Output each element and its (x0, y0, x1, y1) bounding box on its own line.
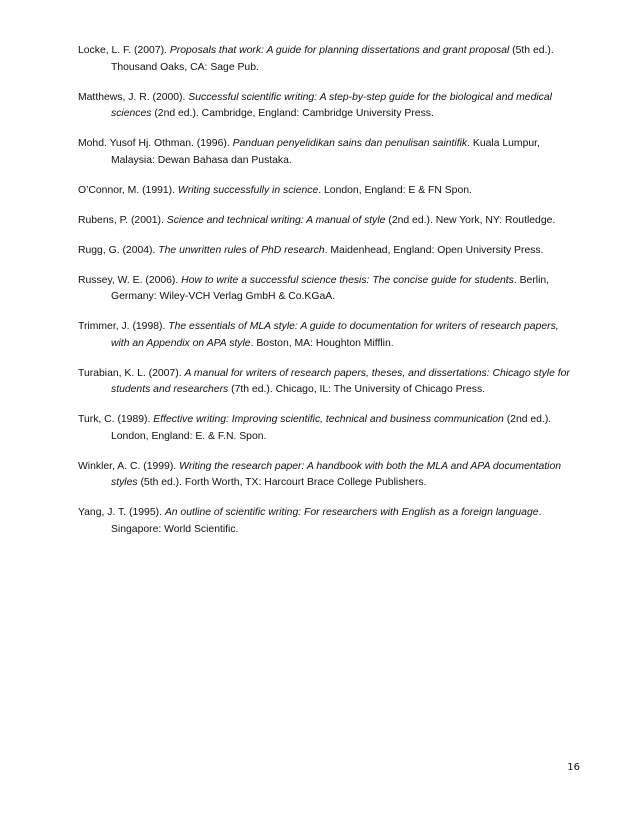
reference-author-year: Turabian, K. L. (2007). (78, 367, 185, 379)
reference-publisher: (5th ed.). Forth Worth, TX: Harcourt Brace College Publishers. (137, 477, 427, 488)
reference-title: An outline of scientific writing: For researchers with English as a foreign language (164, 507, 539, 518)
reference-author-year: Turk, C. (1989). (78, 414, 154, 425)
reference-publisher: (7th ed.). Chicago, IL: The University of Chicago Press. (228, 384, 486, 395)
reference-author-year: Locke, L. F. (2007). (78, 45, 170, 56)
reference-title: Successful scientific writing: A step-by-step guide for the biological and medical sciences (111, 91, 552, 119)
reference-publisher: . London, England: E & FN Spon. (318, 184, 472, 196)
reference-entry (78, 459, 578, 492)
reference-publisher: . Boston, MA: Houghton Mifflin. (250, 337, 394, 349)
reference-title: Effective writing: Improving scientific, technical and business communication (153, 414, 504, 425)
reference-publisher: . Maidenhead, England: Open University Press. (324, 244, 544, 256)
reference-publisher: (5th ed.). Thousand Oaks, CA: Sage Pub. (111, 45, 554, 73)
reference-entry (78, 90, 578, 123)
reference-publisher: . Singapore: World Scientific. (111, 507, 542, 535)
reference-entry (78, 43, 578, 76)
reference-author-year: Mohd. Yusof Hj. Othman. (1996). (78, 138, 233, 149)
reference-title: A manual for writers of research papers, theses, and dissertations: Chicago style for students and researchers (111, 367, 570, 395)
reference-entry (78, 213, 578, 230)
reference-entry (78, 273, 578, 306)
reference-title: Writing the research paper: A handbook with both the MLA and APA documentation styles (111, 460, 562, 488)
reference-author-year: Matthews, J. R. (2000). (78, 91, 189, 103)
reference-publisher: . Kuala Lumpur, Malaysia: Dewan Bahasa dan Pustaka. (111, 138, 540, 166)
reference-title: Science and technical writing: A manual of style (166, 214, 386, 226)
reference-author-year: Winkler, A. C. (1999). (78, 460, 180, 472)
reference-entry (78, 412, 578, 445)
reference-author-year: O’Connor, M. (1991). (78, 184, 178, 196)
reference-title: The essentials of MLA style: A guide to documentation for writers of research papers, with an Appendix on APA style (111, 321, 559, 349)
reference-entry (78, 366, 578, 399)
reference-publisher: . Berlin, Germany: Wiley-VCH Verlag GmbH & Co.KGaA. (111, 274, 550, 302)
reference-publisher: (2nd ed.). Cambridge, England: Cambridge University Press. (151, 108, 434, 119)
page-number: 16 (567, 762, 580, 773)
reference-title: Panduan penyelidikan sains dan penulisan saintifik (232, 138, 468, 149)
reference-author-year: Rubens, P. (2001). (78, 214, 167, 226)
reference-entry (78, 319, 578, 352)
reference-entry (78, 505, 578, 538)
reference-publisher: (2nd ed.). London, England: E. & F.N. Spon. (111, 414, 552, 442)
reference-entry (78, 136, 578, 169)
reference-author-year: Trimmer, J. (1998). (78, 321, 169, 332)
reference-title: How to write a successful science thesis: The concise guide for students (181, 274, 514, 286)
reference-entry (78, 243, 578, 260)
reference-title: Writing successfully in science (177, 184, 319, 196)
reference-entry (78, 183, 578, 200)
reference-author-year: Rugg, G. (2004). (78, 244, 159, 256)
reference-publisher: (2nd ed.). New York, NY: Routledge. (385, 214, 556, 226)
reference-list (78, 43, 578, 552)
reference-author-year: Russey, W. E. (2006). (78, 274, 182, 286)
reference-author-year: Yang, J. T. (1995). (78, 507, 165, 518)
reference-title: The unwritten rules of PhD research (158, 244, 325, 256)
reference-title: Proposals that work: A guide for planning dissertations and grant proposal (169, 45, 510, 56)
